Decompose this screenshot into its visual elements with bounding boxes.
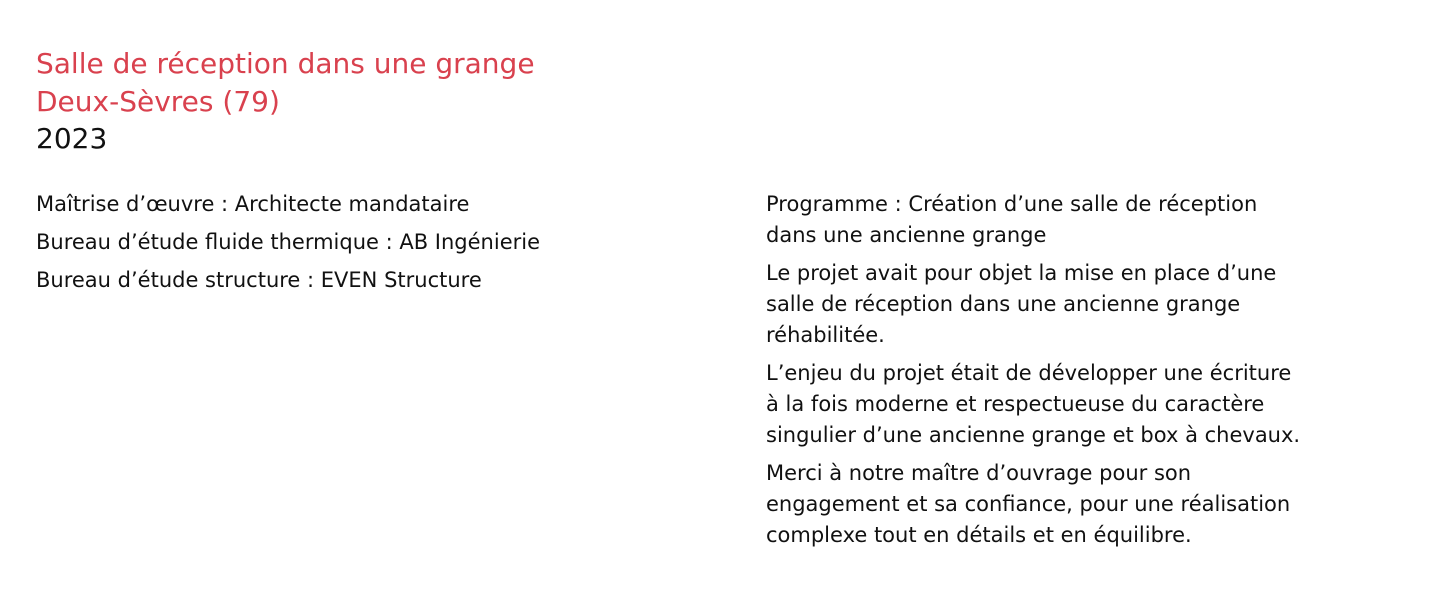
credit-architect: Maîtrise d’œuvre : Architecte mandataire (36, 192, 470, 216)
text-line: L’enjeu du projet était de développer une écriture (766, 361, 1292, 385)
description-programme (766, 189, 1300, 251)
text-line: singulier d’une ancienne grange et box à chevaux. (766, 423, 1301, 447)
project-year: 2023 (36, 122, 108, 155)
text-line: salle de réception dans une ancienne grange (766, 292, 1241, 316)
credits-column (36, 189, 540, 303)
text-line: Le projet avait pour objet la mise en place d’une (766, 261, 1277, 285)
text-line: engagement et sa confiance, pour une réalisation (766, 492, 1291, 516)
description-column (766, 189, 1300, 558)
text-line: réhabilitée. (766, 323, 885, 347)
description-thanks (766, 458, 1300, 551)
description-project (766, 258, 1300, 351)
text-line: Programme : Création d’une salle de réception (766, 192, 1258, 216)
credit-structure-engineering: Bureau d’étude structure : EVEN Structure (36, 268, 482, 292)
project-header (36, 45, 535, 158)
text-line: à la fois moderne et respectueuse du caractère (766, 392, 1265, 416)
text-line: complexe tout en détails et en équilibre. (766, 523, 1192, 547)
description-challenge (766, 358, 1300, 451)
project-location: Deux-Sèvres (79) (36, 84, 280, 118)
credit-thermal-engineering: Bureau d’étude fluide thermique : AB Ingénierie (36, 230, 541, 254)
text-line: Merci à notre maître d’ouvrage pour son (766, 461, 1192, 485)
text-line: dans une ancienne grange (766, 223, 1047, 247)
project-title: Salle de réception dans une grange (36, 47, 535, 80)
